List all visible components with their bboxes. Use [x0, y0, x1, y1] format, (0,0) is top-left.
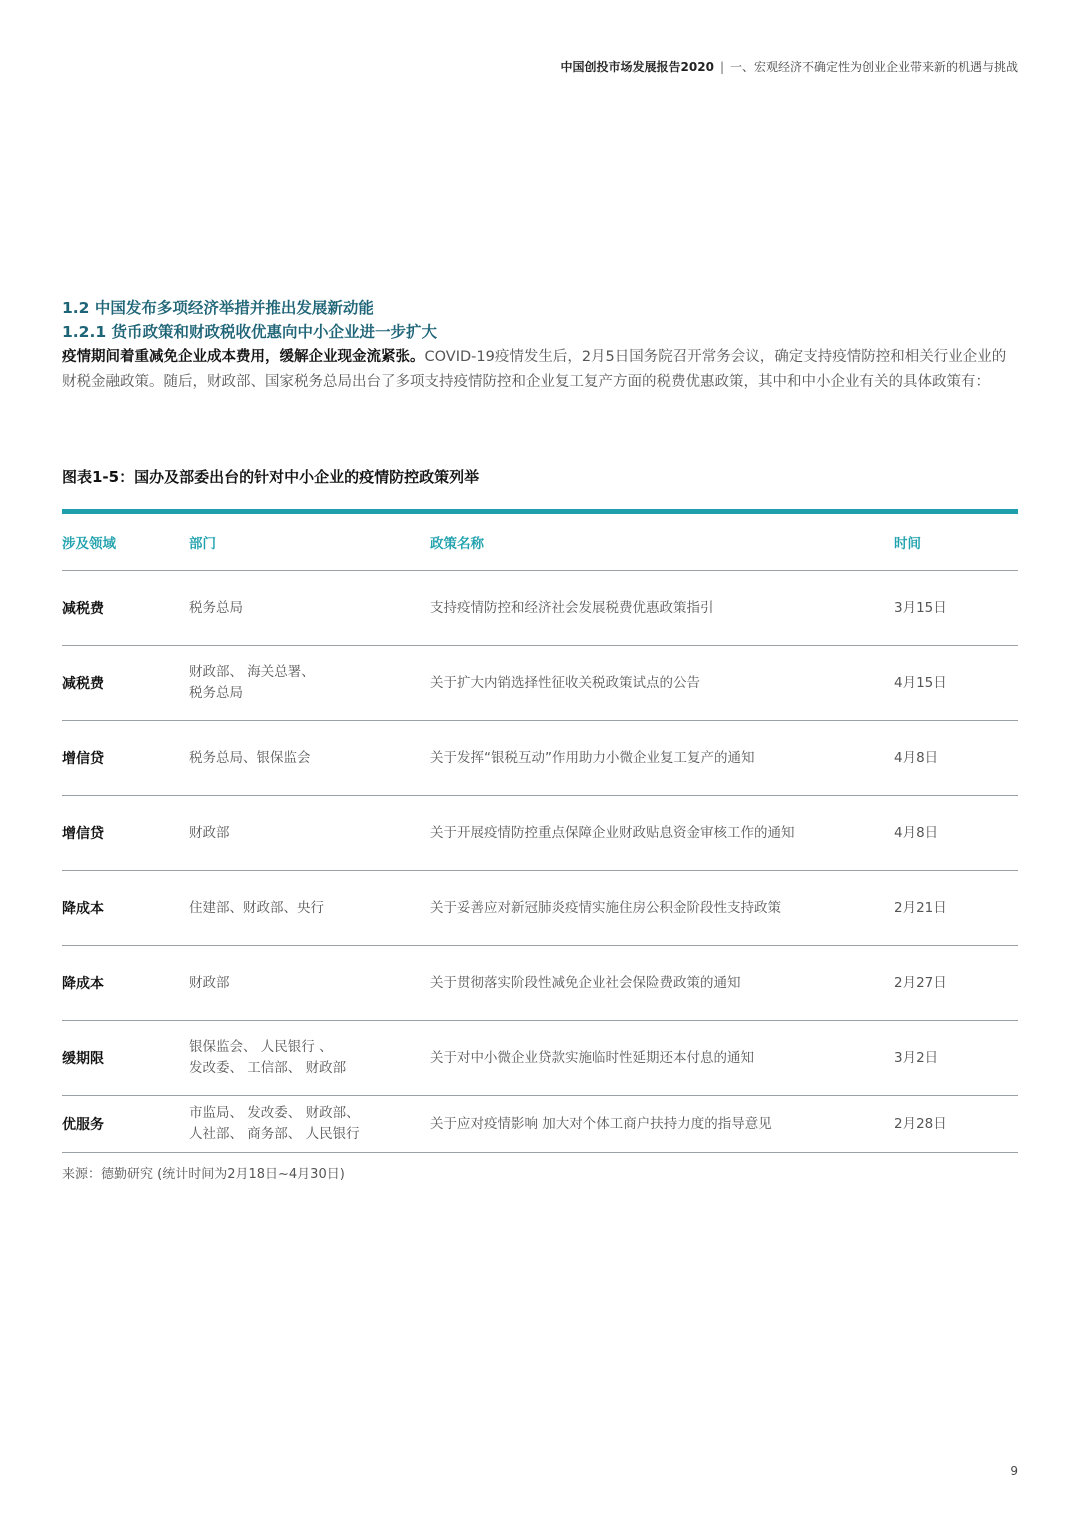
- header-date: 时间: [894, 536, 921, 552]
- cell-area: 降成本: [62, 901, 104, 917]
- section-body: [62, 296, 1018, 394]
- cell-dept: 财政部、 海关总署、 税务总局: [189, 664, 315, 701]
- cell-policy: 关于开展疫情防控重点保障企业财政贴息资金审核工作的通知: [430, 824, 795, 841]
- paragraph-text: COVID-19疫情发生后，2月5日国务院召开常务会议，确定支持疫情防控和相关行业企业的财税金融政策。随后，财政部、国家税务总局出台了多项支持疫情防控和企业复工复产方面的税费优惠政策，其中和中小企业有关的具体政策有：: [62, 349, 1007, 390]
- table-row: [62, 721, 1018, 796]
- policy-table: [62, 509, 1018, 1153]
- cell-date: 4月8日: [894, 749, 939, 766]
- cell-dept: 税务总局、银保监会: [189, 749, 311, 766]
- header-area: 涉及领域: [62, 536, 116, 552]
- body-paragraph: [62, 345, 1018, 394]
- header-policy: 政策名称: [430, 536, 484, 552]
- cell-policy: 关于扩大内销选择性征收关税政策试点的公告: [430, 674, 700, 691]
- page-header: [561, 58, 1018, 75]
- page-number: 9: [1010, 1464, 1018, 1478]
- cell-date: 3月2日: [894, 1049, 939, 1066]
- cell-area: 增信贷: [62, 751, 104, 767]
- table-row: [62, 1096, 1018, 1153]
- figure-title: 图表1-5：国办及部委出台的针对中小企业的疫情防控政策列举: [62, 468, 480, 486]
- chapter-title: 一、宏观经济不确定性为创业企业带来新的机遇与挑战: [729, 60, 1018, 74]
- header-separator: |: [719, 60, 724, 74]
- cell-policy: 关于对中小微企业贷款实施临时性延期还本付息的通知: [430, 1049, 754, 1066]
- cell-policy: 关于应对疫情影响 加大对个体工商户扶持力度的指导意见: [430, 1115, 772, 1132]
- cell-area: 降成本: [62, 976, 104, 992]
- cell-area: 减税费: [62, 601, 104, 617]
- cell-policy: 关于发挥“银税互动”作用助力小微企业复工复产的通知: [430, 749, 755, 766]
- cell-policy: 支持疫情防控和经济社会发展税费优惠政策指引: [430, 599, 714, 616]
- cell-area: 缓期限: [62, 1051, 104, 1067]
- cell-dept: 税务总局: [189, 599, 243, 616]
- section-heading: 1.2 中国发布多项经济举措并推出发展新动能: [62, 299, 374, 317]
- cell-dept: 市监局、 发改委、 财政部、 人社部、 商务部、 人民银行: [189, 1105, 360, 1142]
- cell-date: 4月15日: [894, 674, 947, 691]
- cell-date: 3月15日: [894, 599, 947, 616]
- header-dept: 部门: [189, 536, 216, 552]
- cell-dept: 住建部、财政部、央行: [189, 899, 324, 916]
- table-row: [62, 946, 1018, 1021]
- cell-area: 优服务: [62, 1117, 104, 1133]
- report-title: 中国创投市场发展报告2020: [560, 60, 714, 74]
- cell-date: 2月21日: [894, 899, 947, 916]
- cell-dept: 财政部: [189, 824, 230, 841]
- cell-area: 减税费: [62, 676, 104, 692]
- cell-date: 4月8日: [894, 824, 939, 841]
- table-row: [62, 871, 1018, 946]
- table-row: [62, 571, 1018, 646]
- table-body: [62, 571, 1018, 1153]
- cell-dept: 财政部: [189, 974, 230, 991]
- table-row: [62, 646, 1018, 721]
- cell-area: 增信贷: [62, 826, 104, 842]
- table-row: [62, 1021, 1018, 1096]
- table-row: [62, 796, 1018, 871]
- source-note: 来源：德勤研究 (统计时间为2月18日~4月30日): [62, 1167, 345, 1182]
- paragraph-lead: 疫情期间着重减免企业成本费用，缓解企业现金流紧张。: [62, 349, 425, 365]
- cell-dept: 银保监会、 人民银行 、 发改委、 工信部、 财政部: [189, 1039, 347, 1076]
- subsection-heading: 1.2.1 货币政策和财政税收优惠向中小企业进一步扩大: [62, 323, 438, 341]
- cell-date: 2月28日: [894, 1115, 947, 1132]
- cell-policy: 关于贯彻落实阶段性减免企业社会保险费政策的通知: [430, 974, 741, 991]
- cell-policy: 关于妥善应对新冠肺炎疫情实施住房公积金阶段性支持政策: [430, 899, 781, 916]
- cell-date: 2月27日: [894, 974, 947, 991]
- table-header: [62, 514, 1018, 571]
